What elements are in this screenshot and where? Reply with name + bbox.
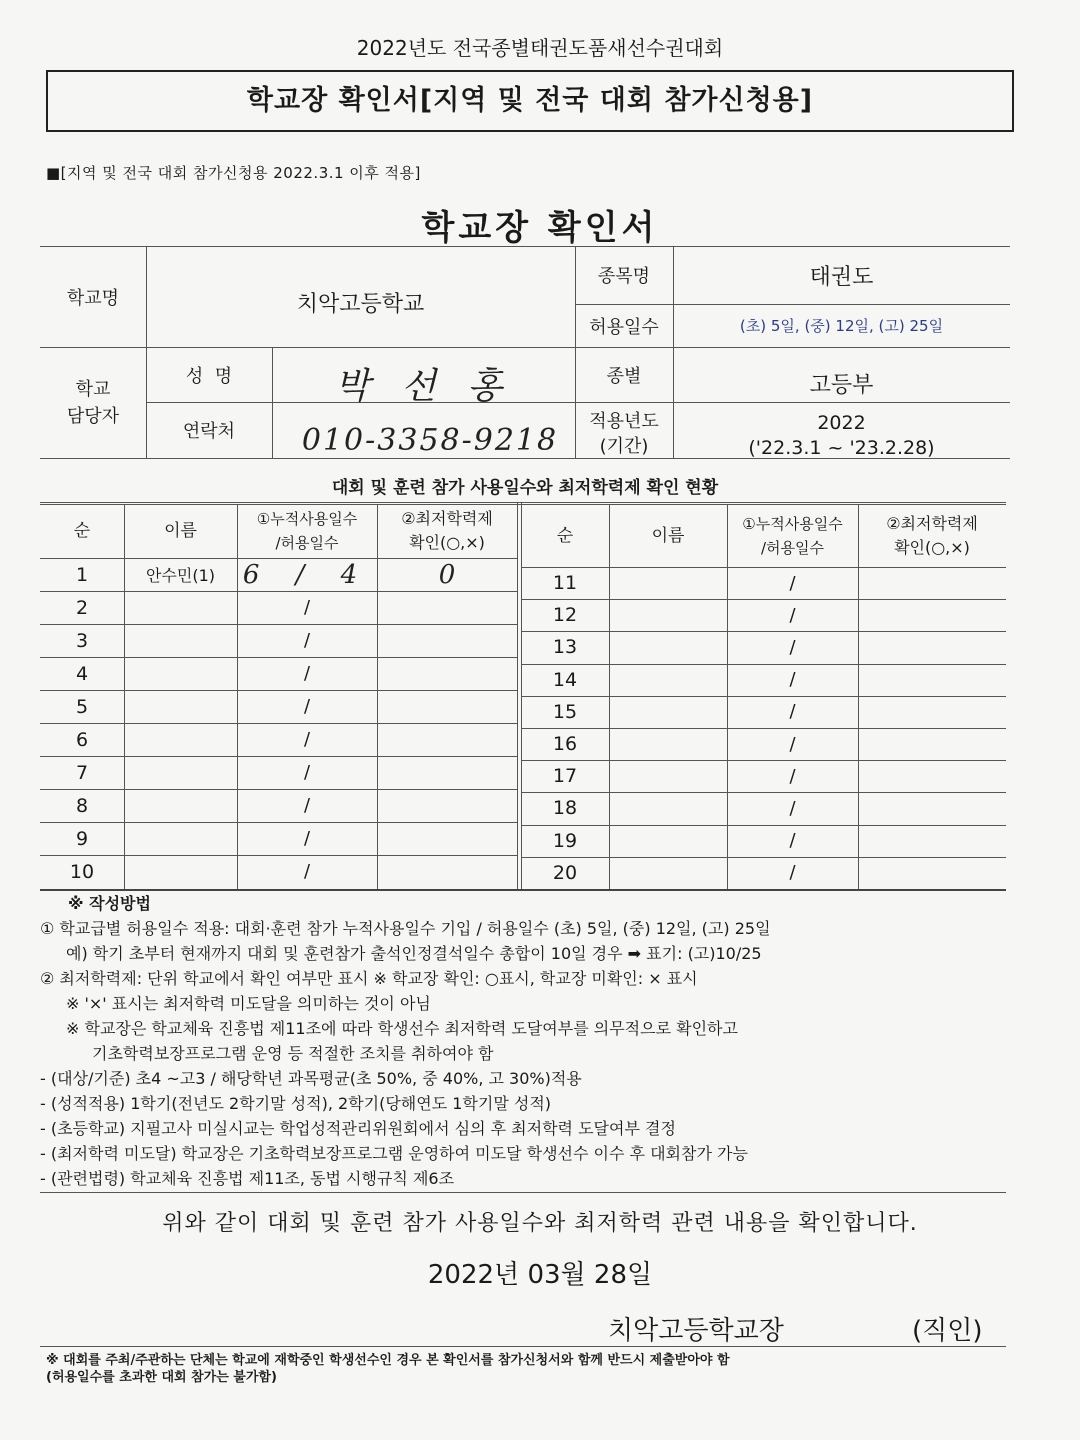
instruction-line: - (초등학교) 지필고사 미실시교는 학업성적관리위원회에서 심의 후 최저학력 도달여부 결정 <box>40 1119 676 1138</box>
row-name-cell <box>124 756 237 789</box>
row-num-cell: 14 <box>552 668 578 691</box>
row-num-cell: 4 <box>75 662 89 685</box>
header-academic-right: ②최저학력제 확인(○,×) <box>886 513 978 557</box>
row-academic-cell <box>858 760 1006 792</box>
document-title: 학교장 확인서[지역 및 전국 대회 참가신청용] <box>46 70 1014 132</box>
row-academic-cell <box>377 723 517 756</box>
allowed-days-label: 허용일수 <box>589 316 659 338</box>
row-academic-cell: 0 <box>438 559 456 590</box>
row-days-cell: / <box>789 765 796 787</box>
footnote: ※ 대회를 주최/주관하는 단체는 학교에 재학중인 학생선수인 경우 본 확인서를 참가신청서와 함께 반드시 제출받아야 함 (허용일수를 초과한 대회 참가는 불가함) <box>46 1353 730 1385</box>
row-academic-cell <box>858 696 1006 728</box>
contact-label: 연락처 <box>182 421 236 442</box>
row-days-cell: / <box>789 636 796 658</box>
sport-label: 종목명 <box>597 266 651 287</box>
header-name-right: 이름 <box>651 525 685 546</box>
header-academic-left: ②최저학력제 확인(○,×) <box>401 509 493 552</box>
row-num-cell: 10 <box>69 860 95 883</box>
row-num-cell: 18 <box>552 797 578 820</box>
header-num-left: 순 <box>73 521 91 541</box>
row-days-cell: / <box>789 733 796 755</box>
row-num-cell: 9 <box>75 827 89 850</box>
row-academic-cell <box>858 825 1006 857</box>
row-name-cell <box>124 789 237 822</box>
row-days-cell: / <box>303 597 311 618</box>
official-seal: (직인) <box>912 1316 983 1346</box>
category-value: 고등부 <box>809 372 874 398</box>
row-name-cell <box>609 599 727 631</box>
row-days-cell: / <box>303 795 311 816</box>
row-days-cell: 6 / 4 <box>242 559 372 590</box>
row-days-cell: / <box>789 604 796 626</box>
row-name-cell <box>124 591 237 624</box>
row-name-cell <box>609 760 727 792</box>
row-name-cell <box>124 723 237 756</box>
manager-name-label: 성 명 <box>185 365 233 387</box>
row-num-cell: 3 <box>75 629 89 652</box>
row-academic-cell <box>377 657 517 690</box>
confirm-date: 2022년 03월 28일 <box>427 1260 653 1290</box>
row-academic-cell <box>377 855 517 888</box>
instruction-line: 기초학력보장프로그램 운영 등 적절한 조치를 취하여야 함 <box>92 1044 494 1063</box>
row-academic-cell <box>858 599 1006 631</box>
row-name-cell <box>609 664 727 696</box>
header-days-right: ①누적사용일수 /허용일수 <box>742 514 843 557</box>
row-num-cell: 19 <box>552 829 578 852</box>
contact-value: 010-3358-9218 <box>301 422 559 458</box>
instruction-line: ※ '×' 표시는 최저학력 미도달을 의미하는 것이 아님 <box>66 994 431 1013</box>
row-academic-cell <box>858 857 1006 889</box>
row-academic-cell <box>858 728 1006 760</box>
row-days-cell: / <box>789 572 796 594</box>
row-num-cell: 6 <box>75 728 89 751</box>
row-num-cell: 12 <box>552 604 578 627</box>
row-academic-cell <box>858 631 1006 663</box>
instruction-line: - (관련법령) 학교체육 진흥법 제11조, 동법 시행규칙 제6조 <box>40 1169 455 1188</box>
row-name-cell <box>609 631 727 663</box>
row-num-cell: 15 <box>552 700 578 723</box>
row-name-cell <box>609 825 727 857</box>
manager-name-signature: 박 선 홍 <box>334 365 513 407</box>
instruction-line: ② 최저학력제: 단위 학교에서 확인 여부만 표시 ※ 학교장 확인: ○표시, 학교장 미확인: × 표시 <box>40 969 698 988</box>
row-num-cell: 20 <box>552 861 578 884</box>
main-title: 학교장 확인서 <box>421 208 659 248</box>
row-days-cell: / <box>789 830 796 852</box>
row-name-cell <box>124 624 237 657</box>
row-days-cell: / <box>303 861 311 882</box>
instruction-line: ※ 학교장은 학교체육 진흥법 제11조에 따라 학생선수 최저학력 도달여부를 의무적으로 확인하고 <box>66 1019 738 1038</box>
row-days-cell: / <box>789 669 796 691</box>
row-num-cell: 16 <box>552 733 578 756</box>
instruction-line: - (대상/기준) 초4 ~고3 / 해당학년 과목평균(초 50%, 중 40%, 고 30%)적용 <box>40 1069 582 1088</box>
application-notice: ■[지역 및 전국 대회 참가신청용 2022.3.1 이후 적용] <box>46 164 421 182</box>
school-name-label: 학교명 <box>66 287 120 309</box>
row-academic-cell <box>377 789 517 822</box>
row-academic-cell <box>858 567 1006 599</box>
year-value: 2022 ('22.3.1 ~ '23.2.28) <box>748 412 935 459</box>
instructions-heading: ※ 작성방법 <box>68 894 151 913</box>
category-label: 종별 <box>606 365 642 387</box>
event-title: 2022년도 전국종별태권도품새선수권대회 <box>356 36 724 60</box>
row-academic-cell <box>377 591 517 624</box>
school-name-value: 치악고등학교 <box>296 292 425 317</box>
row-name-cell <box>609 728 727 760</box>
row-days-cell: / <box>303 630 311 651</box>
row-name-cell <box>124 822 237 855</box>
row-academic-cell <box>377 690 517 723</box>
row-days-cell: / <box>789 701 796 723</box>
instruction-line: - (최저학력 미도달) 학교장은 기초학력보장프로그램 운영하여 미도달 학생선수 이수 후 대회참가 가능 <box>40 1144 748 1163</box>
row-days-cell: / <box>789 797 796 819</box>
row-num-cell: 8 <box>75 794 89 817</box>
row-academic-cell <box>858 792 1006 824</box>
manager-label: 학교 담당자 <box>66 378 120 427</box>
row-days-cell: / <box>303 828 311 849</box>
row-academic-cell <box>377 624 517 657</box>
row-name-cell <box>609 567 727 599</box>
row-name-cell <box>609 857 727 889</box>
row-days-cell: / <box>789 862 796 884</box>
instruction-line: ① 학교급별 허용일수 적용: 대회·훈련 참가 누적사용일수 기입 / 허용일수 (초) 5일, (중) 12일, (고) 25일 <box>40 919 771 938</box>
row-name-cell: 안수민(1) <box>145 566 216 585</box>
row-days-cell: / <box>303 762 311 783</box>
row-name-cell <box>124 690 237 723</box>
row-name-cell <box>124 855 237 888</box>
row-days-cell: / <box>303 729 311 750</box>
row-days-cell: / <box>303 696 311 717</box>
header-days-left: ①누적사용일수 /허용일수 <box>256 510 358 552</box>
row-name-cell <box>124 657 237 690</box>
row-num-cell: 2 <box>75 596 89 619</box>
row-days-cell: / <box>303 663 311 684</box>
row-num-cell: 13 <box>552 636 578 659</box>
row-academic-cell <box>377 822 517 855</box>
principal-name: 치악고등학교장 <box>608 1316 784 1346</box>
row-academic-cell <box>858 664 1006 696</box>
sport-value: 태권도 <box>809 264 874 290</box>
row-name-cell <box>609 696 727 728</box>
instruction-line: 예) 학기 초부터 현재까지 대회 및 훈련참가 출석인정결석일수 총합이 10일 경우 ➡ 표기: (고)10/25 <box>66 944 762 963</box>
row-num-cell: 11 <box>552 572 578 595</box>
row-num-cell: 7 <box>75 761 89 784</box>
allowed-days-value: (초) 5일, (중) 12일, (고) 25일 <box>739 317 944 335</box>
row-num-cell: 5 <box>75 695 89 718</box>
table-subtitle: 대회 및 훈련 참가 사용일수와 최저학력제 확인 현황 <box>331 477 719 498</box>
header-num-right: 순 <box>556 525 574 546</box>
year-label: 적용년도 (기간) <box>589 411 659 457</box>
row-academic-cell <box>377 756 517 789</box>
header-name-left: 이름 <box>164 521 197 541</box>
row-num-cell: 17 <box>552 765 578 788</box>
row-name-cell <box>609 792 727 824</box>
instruction-line: - (성적적용) 1학기(전년도 2학기말 성적), 2학기(당해연도 1학기말 성적) <box>40 1094 552 1113</box>
confirm-statement: 위와 같이 대회 및 훈련 참가 사용일수와 최저학력 관련 내용을 확인합니다. <box>162 1211 918 1236</box>
row-num-cell: 1 <box>75 563 89 586</box>
